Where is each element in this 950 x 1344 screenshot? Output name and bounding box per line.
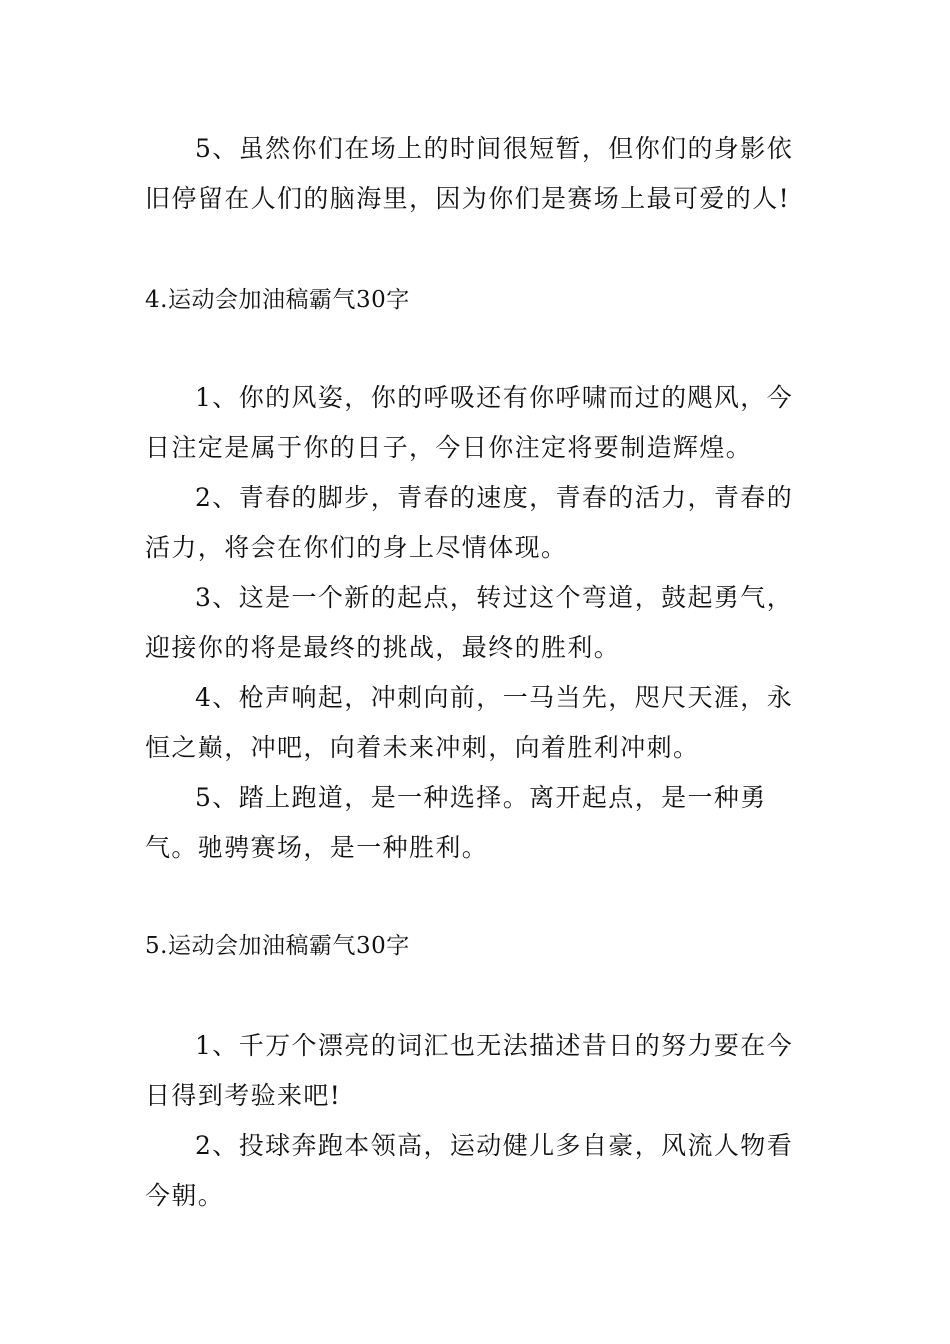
paragraph-intro-item-5: 5、虽然你们在场上的时间很短暂，但你们的身影依旧停留在人们的脑海里，因为你们是赛场上最可爱的人! (145, 134, 794, 213)
section-5-item-1: 1、千万个漂亮的词汇也无法描述昔日的努力要在今日得到考验来吧! (145, 1031, 794, 1110)
section-4-item-3: 3、这是一个新的起点，转过这个弯道，鼓起勇气，迎接你的将是最终的挑战，最终的胜利。 (145, 583, 794, 662)
section-4-item-2: 2、青春的脚步，青春的速度，青春的活力，青春的活力，将会在你们的身上尽情体现。 (145, 483, 794, 562)
section-4-item-1: 1、你的风姿，你的呼吸还有你呼啸而过的飓风，今日注定是属于你的日子，今日你注定将要制造辉煌。 (145, 383, 794, 462)
section-4-item-5: 5、踏上跑道，是一种选择。离开起点，是一种勇气。驰骋赛场，是一种胜利。 (145, 783, 767, 862)
section-5-heading: 5.运动会加油稿霸气30字 (145, 933, 410, 959)
section-4-item-4: 4、枪声响起，冲刺向前，一马当先，咫尺天涯，永恒之巅，冲吧，向着未来冲刺，向着胜利冲刺。 (145, 683, 794, 762)
section-4-heading: 4.运动会加油稿霸气30字 (145, 287, 410, 313)
section-5-item-2: 2、投球奔跑本领高，运动健儿多自豪，风流人物看今朝。 (145, 1131, 794, 1210)
